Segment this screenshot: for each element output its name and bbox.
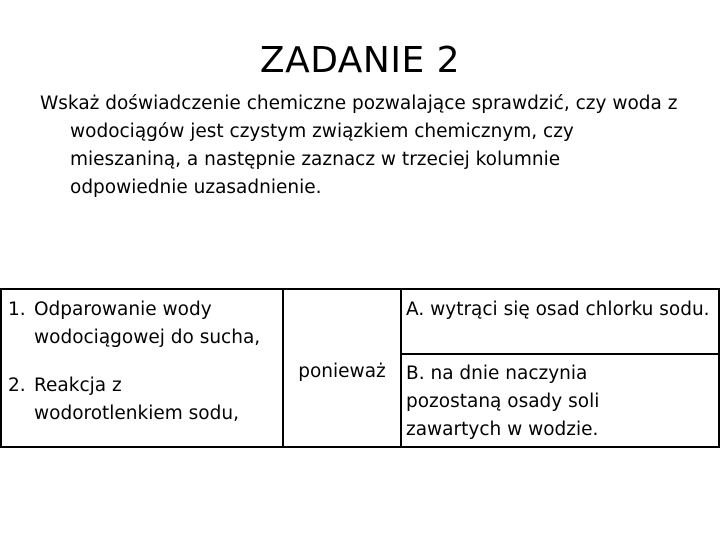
row-divider-reasons	[400, 353, 720, 355]
reason-item	[406, 360, 646, 444]
experiment-text: Reakcja z wodorotlenkiem sodu,	[34, 375, 239, 424]
experiment-cell-2[interactable]	[0, 372, 240, 428]
experiment-text: Odparowanie wody wodociągowej do sucha,	[34, 299, 261, 348]
table-top-border	[0, 288, 720, 290]
task-instructions: Wskaż doświadczenie chemiczne pozwalające sprawdzić, czy woda z wodociągów jest czystym związkiem chemicznym, czy mieszaniną, a następnie zaznacz w trzeciej kolumnie odpowiednie uzasadnienie.	[40, 93, 678, 198]
reason-letter: B.	[406, 363, 425, 384]
connector-cell	[284, 358, 400, 386]
reason-cell-a[interactable]	[406, 296, 712, 324]
reason-cell-b[interactable]	[406, 360, 646, 444]
experiment-cell-1[interactable]	[0, 296, 280, 352]
answer-table	[0, 288, 720, 448]
experiment-number: 2.	[8, 375, 26, 396]
experiment-item	[0, 296, 280, 352]
experiment-item	[0, 372, 240, 428]
column-divider-2	[400, 288, 402, 448]
table-bottom-border	[0, 446, 720, 448]
reason-text: wytrąci się osad chlorku sodu.	[430, 299, 710, 320]
connector-word: ponieważ	[298, 361, 386, 382]
slide-title: ZADANIE 2	[259, 40, 461, 81]
reason-item	[406, 296, 712, 324]
reason-text: na dnie naczynia pozostaną osady soli zawartych w wodzie.	[406, 363, 600, 440]
reason-letter: A.	[406, 299, 425, 320]
experiment-number: 1.	[8, 299, 26, 320]
